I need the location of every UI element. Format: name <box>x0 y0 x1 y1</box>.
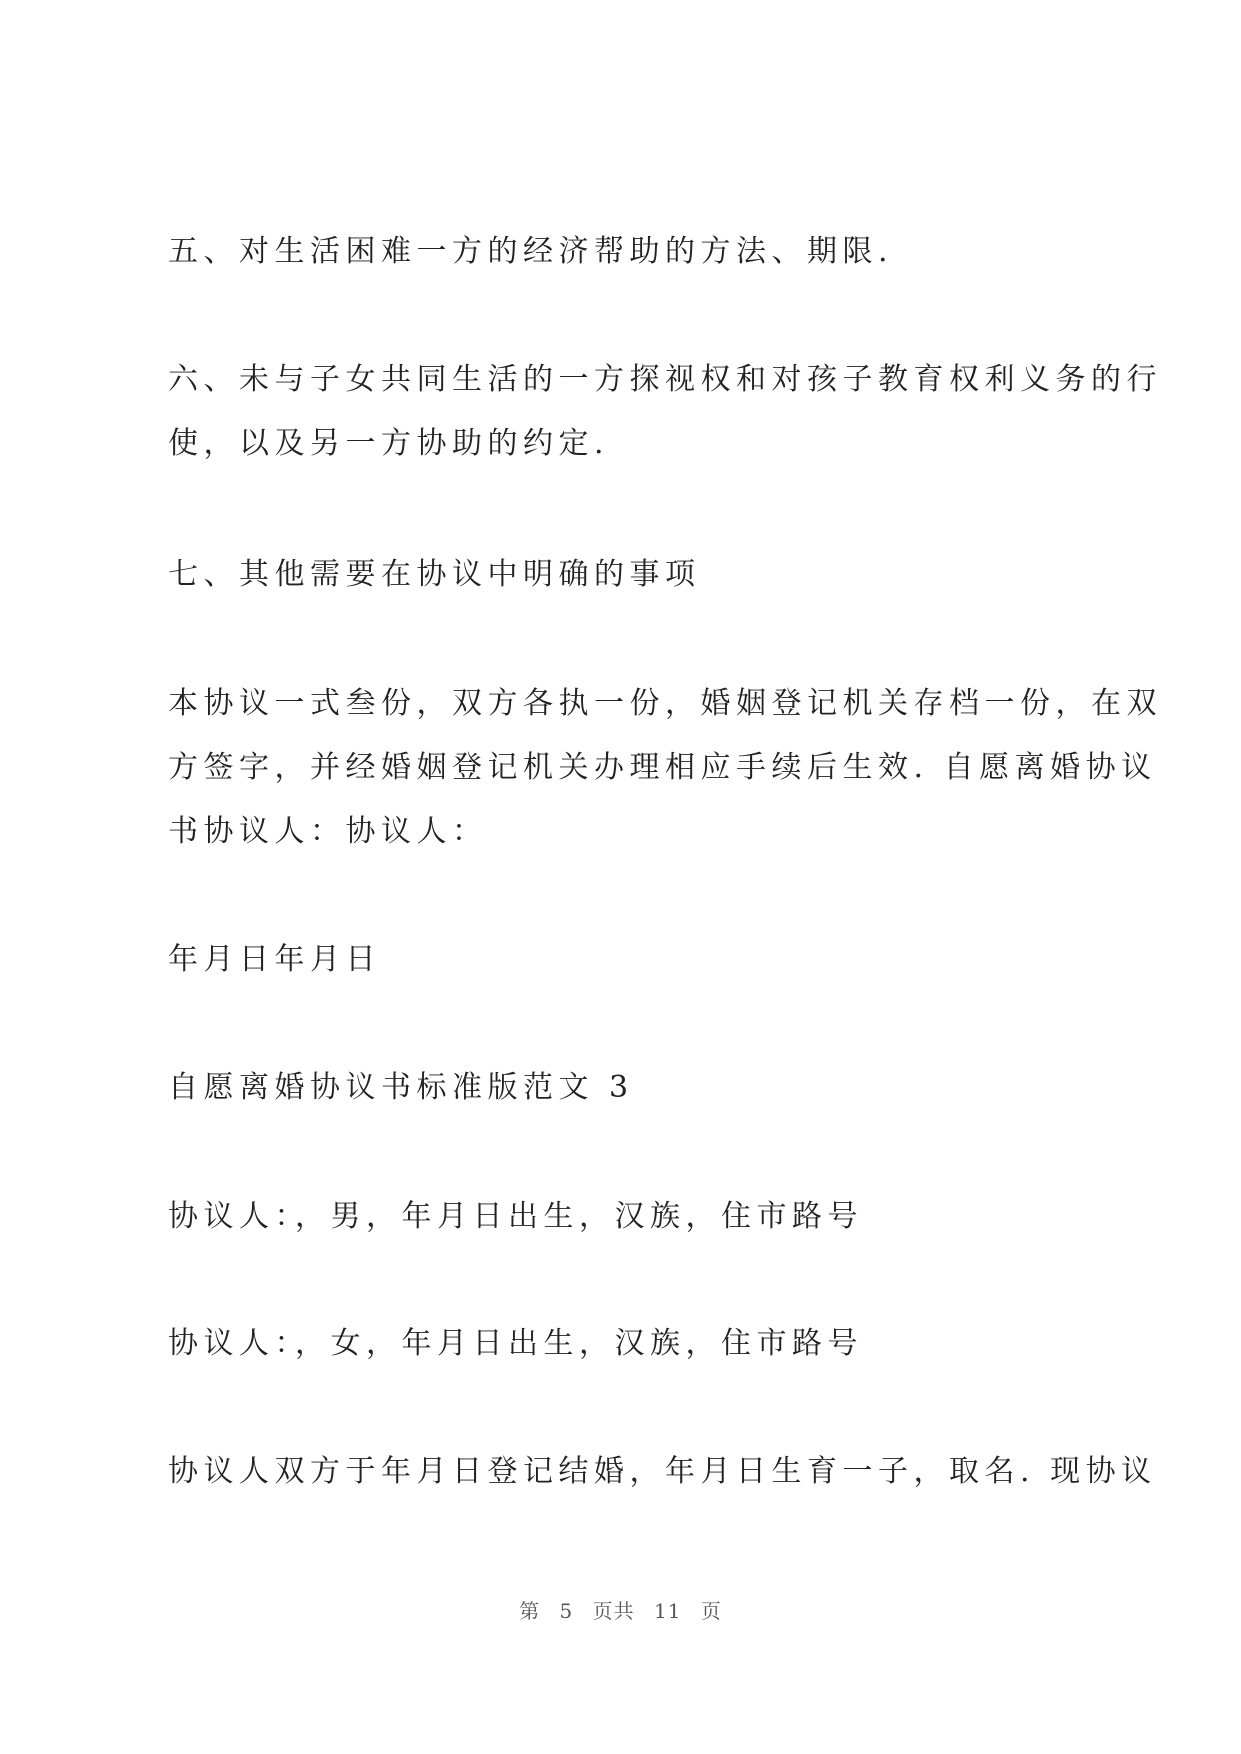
paragraph-financial-assistance <box>168 220 1098 284</box>
current-page-number: 5 <box>559 1599 574 1623</box>
paragraph-line: 自愿离婚协议书标准版范文 3 <box>168 1070 634 1105</box>
page-label-suffix: 页 <box>700 1599 722 1623</box>
paragraph-signature-dates <box>168 928 1098 992</box>
page-label-prefix: 第 <box>519 1599 541 1623</box>
paragraph-line: 七、其他需要在协议中明确的事项 <box>168 557 701 592</box>
paragraph-other-matters <box>168 543 1098 607</box>
page-label-mid: 页共 <box>592 1599 635 1623</box>
paragraph-line: 方签字，并经婚姻登记机关办理相应手续后生效. 自愿离婚协议 <box>168 750 1157 785</box>
paragraph-marriage-background <box>168 1440 1157 1504</box>
paragraph-line: 协议人双方于年月日登记结婚，年月日生育一子，取名. 现协议 <box>168 1454 1157 1489</box>
paragraph-line: 五、对生活困难一方的经济帮助的方法、期限. <box>168 234 894 269</box>
paragraph-line: 年月日年月日 <box>168 942 381 977</box>
total-pages-number: 11 <box>654 1599 682 1623</box>
paragraph-line: 六、未与子女共同生活的一方探视权和对孩子教育权利义务的行 <box>168 362 1162 397</box>
paragraph-line: 本协议一式叁份，双方各执一份，婚姻登记机关存档一份，在双 <box>168 686 1162 721</box>
paragraph-visitation-rights <box>168 348 1162 476</box>
paragraph-line: 协议人：，女，年月日出生，汉族，住市路号 <box>168 1326 863 1361</box>
paragraph-party-male <box>168 1185 1098 1249</box>
section-heading <box>168 1056 1098 1120</box>
paragraph-party-female <box>168 1312 1098 1376</box>
paragraph-line: 使，以及另一方协助的约定. <box>168 426 610 461</box>
paragraph-line: 书协议人：协议人： <box>168 814 488 849</box>
paragraph-line: 协议人：，男，年月日出生，汉族，住市路号 <box>168 1199 863 1234</box>
paragraph-copies-and-effect <box>168 672 1162 864</box>
page-footer <box>0 1595 1241 1624</box>
